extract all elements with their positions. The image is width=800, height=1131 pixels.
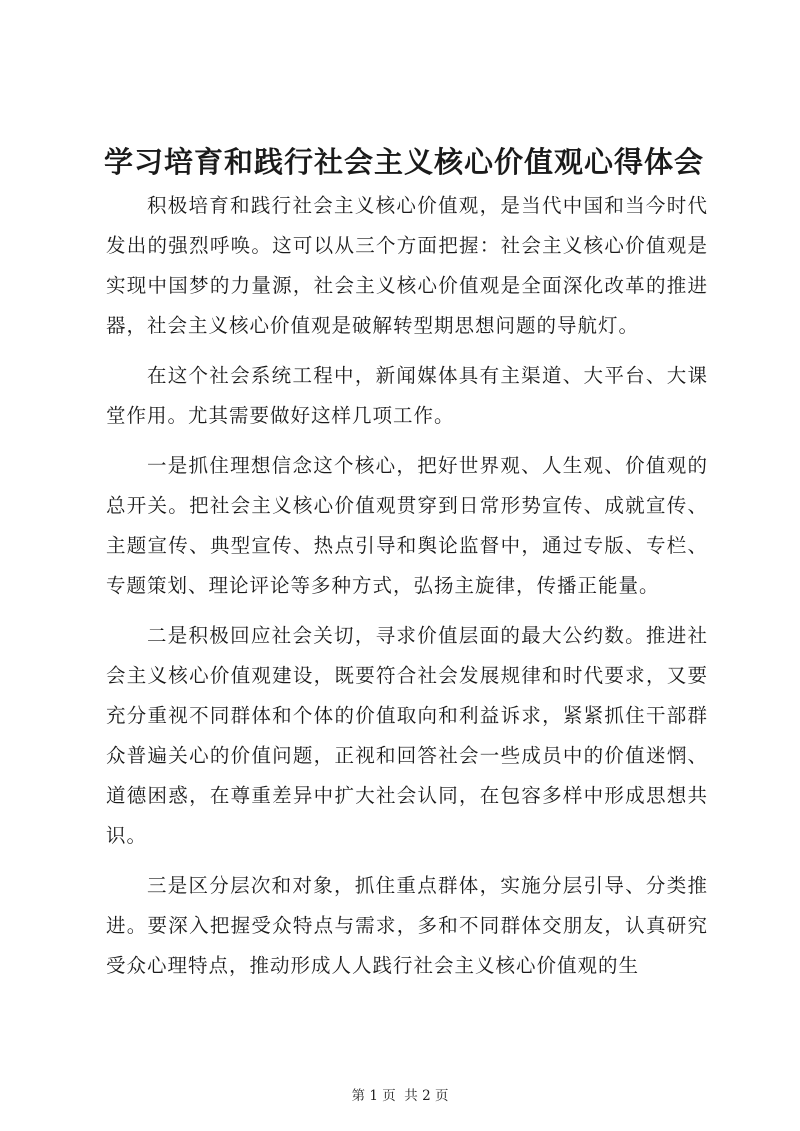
document-title: 学习培育和践行社会主义核心价值观心得体会: [104, 145, 705, 179]
paragraph-point-three: 三是区分层次和对象，抓住重点群体，实施分层引导、分类推进。要深入把握受众特点与需求，多和不同群体交朋友，认真研究受众心理特点，推动形成人人践行社会主义核心价值观的生: [106, 874, 708, 977]
paragraph-point-one: 一是抓住理想信念这个核心，把好世界观、人生观、价值观的总开关。把社会主义核心价值观贯穿到日常形势宣传、成就宣传、主题宣传、典型宣传、热点引导和舆论监督中，通过专版、专栏、专题策划、理论评论等多种方式，弘扬主旋律，传播正能量。: [106, 454, 708, 597]
paragraph-intro: 积极培育和践行社会主义核心价值观，是当代中国和当今时代发出的强烈呼唤。这可以从三个方面把握：社会主义核心价值观是实现中国梦的力量源，社会主义核心价值观是全面深化改革的推进器，社会主义核心价值观是破解转型期思想问题的导航灯。: [106, 194, 708, 337]
page-footer: [0, 1086, 800, 1106]
document-body: [106, 186, 708, 996]
paragraph-media-role: 在这个社会系统工程中，新闻媒体具有主渠道、大平台、大课堂作用。尤其需要做好这样几项工作。: [106, 364, 708, 427]
paragraph-point-two: 二是积极回应社会关切，寻求价值层面的最大公约数。推进社会主义核心价值观建设，既要符合社会发展规律和时代要求，又要充分重视不同群体和个体的价值取向和利益诉求，紧紧抓住干部群众普遍关心的价值问题，正视和回答社会一些成员中的价值迷惘、道德困惑，在尊重差异中扩大社会认同，在包容多样中形成思想共识。: [106, 624, 708, 847]
page-number: 第 1 页 共 2 页: [351, 1088, 449, 1104]
